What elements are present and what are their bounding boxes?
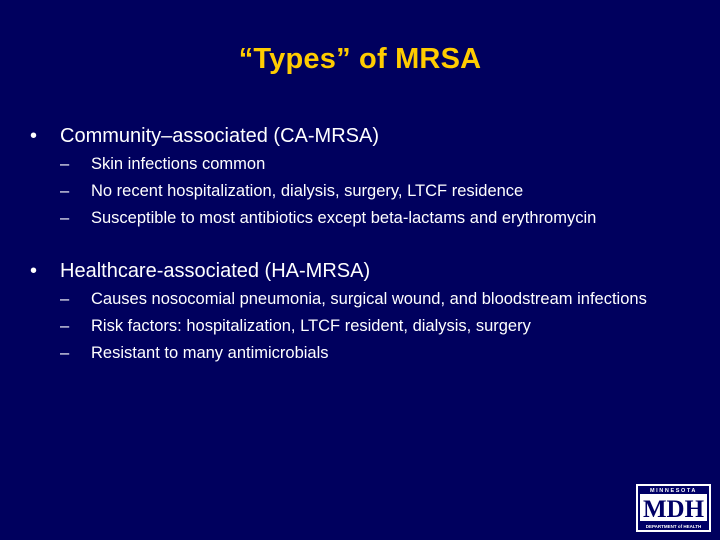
sub-item <box>60 208 700 229</box>
sub-item-text: Risk factors: hospitalization, LTCF resident, dialysis, surgery <box>91 317 531 335</box>
bullet-icon: • <box>30 125 38 147</box>
bullet-icon: • <box>30 260 38 282</box>
dash-icon: – <box>60 182 70 200</box>
slide-title: “Types” of MRSA <box>238 43 482 75</box>
section-community <box>30 124 700 229</box>
logo-main-text: MDH <box>642 496 705 523</box>
sub-list <box>30 154 700 229</box>
sub-item <box>60 154 700 175</box>
sub-item <box>60 316 700 337</box>
dash-icon: – <box>60 344 70 362</box>
sub-item-text: Resistant to many antimicrobials <box>91 344 329 362</box>
mdh-logo <box>636 484 711 532</box>
sub-item <box>60 343 700 364</box>
sub-list <box>30 289 700 364</box>
sub-item-text: Skin infections common <box>91 155 266 173</box>
dash-icon: – <box>60 317 70 335</box>
dash-icon: – <box>60 290 70 308</box>
sub-item-text: Susceptible to most antibiotics except beta-lactams and erythromycin <box>91 209 597 227</box>
sub-item-text: No recent hospitalization, dialysis, surgery, LTCF residence <box>91 182 524 200</box>
logo-top-text: MINNESOTA <box>650 488 697 494</box>
dash-icon: – <box>60 209 70 227</box>
logo-bottom-text: DEPARTMENT of HEALTH <box>645 524 702 529</box>
sub-item-text: Causes nosocomial pneumonia, surgical wound, and bloodstream infections <box>91 290 647 308</box>
slide-content <box>30 124 700 394</box>
sub-item <box>60 181 700 202</box>
bullet-item <box>30 124 700 148</box>
bullet-item <box>30 259 700 283</box>
sub-item <box>60 289 700 310</box>
bullet-heading: Community–associated (CA-MRSA) <box>60 125 379 147</box>
section-healthcare <box>30 259 700 364</box>
bullet-heading: Healthcare-associated (HA-MRSA) <box>60 260 371 282</box>
dash-icon: – <box>60 155 70 173</box>
